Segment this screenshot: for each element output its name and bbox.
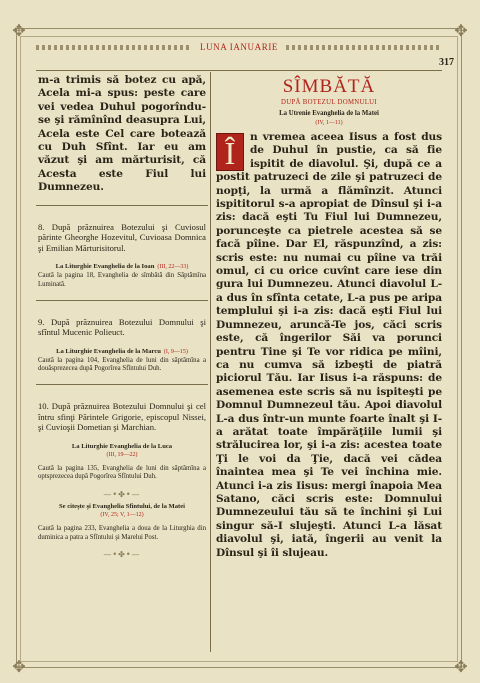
corner-ornament-bottom-right: ✥ (454, 657, 468, 676)
entry-note: Caută la pagina 104, Evanghelia de luni din săptămîna a douăsprezecea după Pogorîrea Sfîntului Duh. (38, 356, 206, 373)
entry-note: Caută la pagina 135, Evanghelia de luni din săptămîna a optsprezecea după Pogorîrea Sfîntului Duh. (38, 464, 206, 481)
section-ornament: —•✤•— (103, 550, 141, 560)
section-divider (36, 384, 208, 385)
section-ornament: —•✤•— (103, 489, 141, 499)
liturgy-reference: (I, 9—15) (163, 348, 188, 355)
dropcap-initial: Î (216, 133, 244, 171)
day-title: SÎMBĂTĂ (282, 76, 376, 97)
gospel-text: n vremea aceea Iisus a fost dus de Duhul în pustie, ca să fie ispitit de diavolul. Şi, după ce a postit patruzeci de zile şi patruzeci de nopţi, la urmă a flămînzit. Atunci ispititorul s-a apropiat de Dînsul şi i-a zis: dacă eşti Tu Fiul lui Dumnezeu, porunceşte ca pietrele acestea să se facă pîine. Dar El, răspunzînd, a zis: scris este: nu numai cu pîine va trăi omul, ci cu orice cuvînt care iese din gura lui Dumnezeu. Atunci diavolul L-a dus în sfînta cetate, L-a pus pe aripa templului şi i-a zis: dacă eşti Fiul lui Dumnezeu, aruncă-Te jos, căci scris este, că îngerilor Săi va porunci pentru Tine şi Te vor ridica pe mîini, ca nu cumva să izbeşti de piatră piciorul Tău. Iar Iisus i-a răspuns: de asemenea este scris să nu ispiteşti pe Domnul Dumnezeul tău. Apoi diavolul L-a dus într-un munte foarte înalt şi I-a arătat toate împărăţiile lumii şi strălucirea lor, şi i-a zis: acestea toate Ţi le voi da Ţie, dacă vei cădea înaintea mea şi Te vei închina mie. Atunci i-a zis Iisus: mergi înapoia Mea Satano, căci scris este: Domnului Dumnezeului tău să te închini şi Lui singur să-I slujeşti. Atunci L-a lăsat diavolul şi, iată, îngerii au venit la Dînsul şi îi slujeau. (216, 131, 442, 559)
header-ornament-right (286, 45, 442, 50)
day-subtitle: DUPĂ BOTEZUL DOMNULUI (281, 99, 377, 106)
matins-gospel-reference: (IV, 1—11) (315, 120, 343, 126)
running-title: LUNA IANUARIE (199, 42, 279, 52)
header-rule (36, 70, 442, 71)
calendar-entry-10 (38, 401, 206, 482)
calendar-entry-8 (38, 222, 206, 301)
extra-gospel-reference: (IV, 25; V, 1—12) (100, 511, 144, 518)
continued-gospel-text: m-a trimis să botez cu apă, Acela mi-a spus: peste care vei vedea Duhul pogorîndu-se şi rămînînd deasupra Lui, Acela este Cel care botează cu Duh Sfînt. Iar eu am văzut şi am mărturisit, că Acesta este Fiul lui Dumnezeu. (38, 74, 206, 194)
extra-gospel-note: Caută la pagina 233, Evanghelia a doua de la Liturghia din duminica a patra a Sfîntului şi Marelui Post. (38, 524, 206, 541)
liturgy-title: La Liturghie Evanghelia de la Marcu (I, 9—15) (56, 347, 188, 355)
entry-note: Caută la pagina 18, Evanghelia de sîmbătă din Săptămîna Luminată. (38, 272, 206, 289)
page-number: 317 (439, 57, 454, 68)
entry-text: 10. După prăznuirea Botezului Domnului şi cel întru sfinţi Părintele Grigorie, episcopul Nissei, şi Cuvioşii Dometian şi Marchian. (38, 401, 206, 433)
right-column (216, 74, 442, 560)
corner-ornament-top-right: ✥ (454, 21, 468, 40)
matins-gospel-title: La Utrenie Evanghelia de la Matei (279, 110, 379, 117)
corner-ornament-top-left: ✥ (12, 21, 26, 40)
left-column (38, 74, 206, 563)
running-header (36, 38, 442, 56)
section-divider (36, 300, 208, 301)
liturgy-title: La Liturghie Evanghelia de la Ioan (III, 22—33) (55, 263, 189, 271)
entry-text: 9. După prăznuirea Botezului Domnului şi sfîntul Mucenic Polieuct. (38, 316, 206, 338)
liturgy-reference: (III, 22—33) (157, 264, 189, 271)
header-ornament-left (36, 45, 192, 50)
entry-text: 8. După prăznuirea Botezului şi Cuviosul părinte Gheorghe Hozevitul, Cuvioasa Domnica şi Emilian Mărturisitorul. (38, 221, 206, 253)
column-divider (210, 72, 211, 652)
section-divider (36, 205, 208, 206)
calendar-entry-9 (38, 317, 206, 385)
liturgy-title: La Liturghie Evanghelia de la Luca (71, 442, 173, 450)
liturgy-reference: (III, 19—22) (106, 451, 138, 458)
extra-gospel-title: Se citeşte şi Evanghelia Sfîntului, de la Matei (58, 502, 185, 510)
corner-ornament-bottom-left: ✥ (12, 657, 26, 676)
